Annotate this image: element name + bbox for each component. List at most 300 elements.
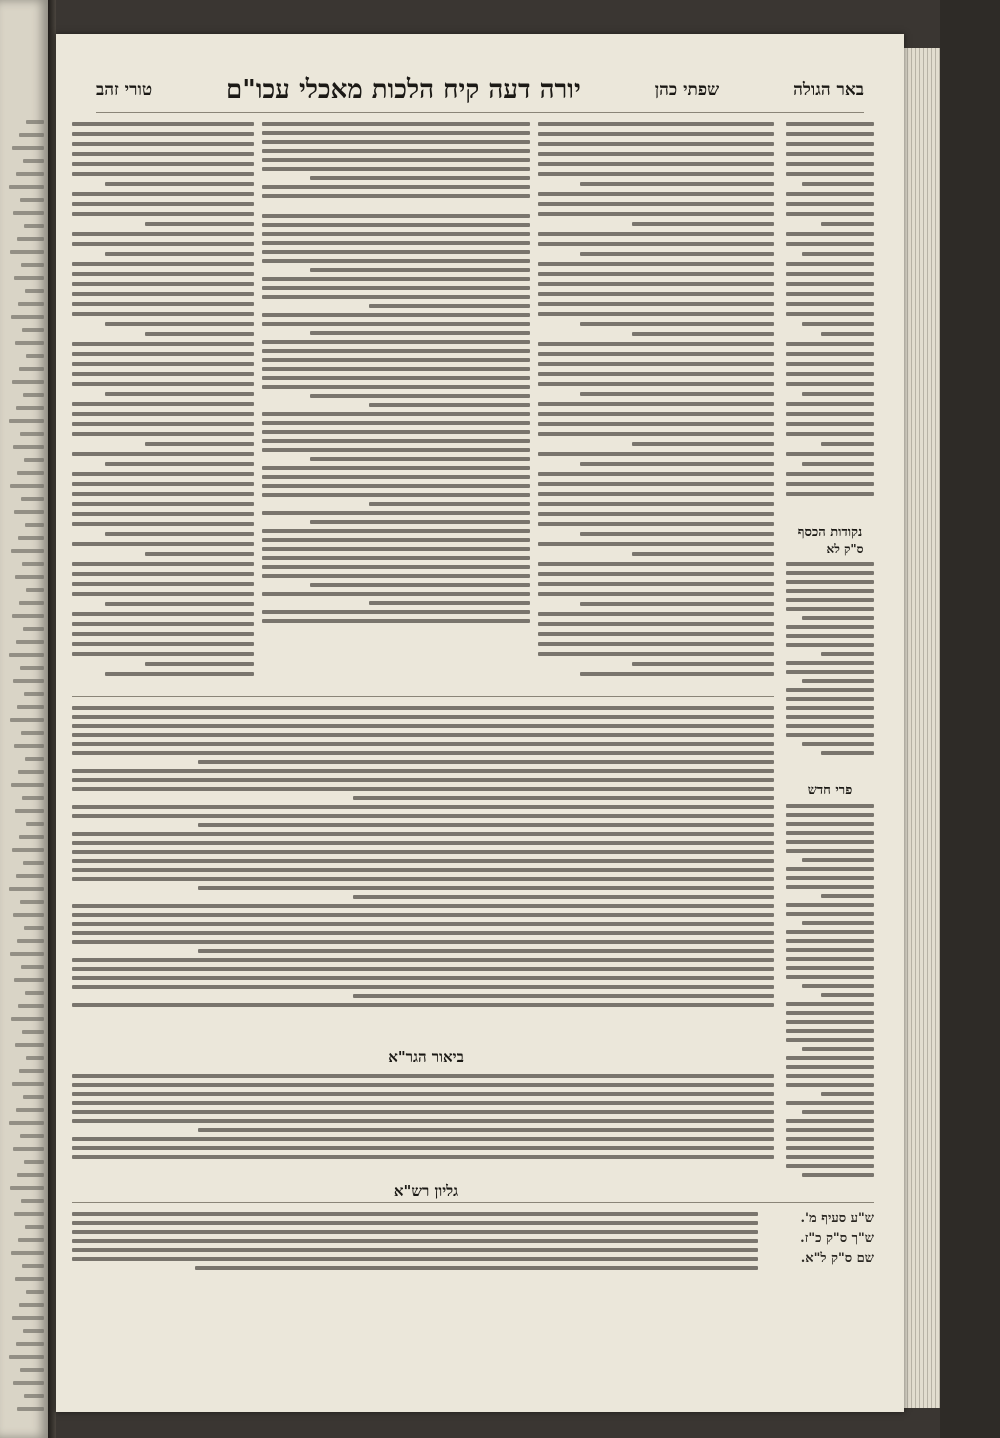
left-page-line xyxy=(26,1290,44,1294)
text-line xyxy=(72,122,254,126)
text-line xyxy=(262,376,530,380)
nekudot-column xyxy=(786,562,874,760)
left-page-line xyxy=(17,939,44,943)
text-line xyxy=(538,162,774,166)
text-line xyxy=(72,402,254,406)
left-page-line xyxy=(12,380,44,384)
text-line xyxy=(786,840,874,844)
left-page-line xyxy=(12,146,44,150)
text-line xyxy=(72,612,254,616)
text-line xyxy=(786,1128,874,1132)
left-page-line xyxy=(15,1043,44,1047)
text-line xyxy=(262,185,530,189)
text-line xyxy=(72,769,774,773)
text-line xyxy=(262,313,530,317)
text-line xyxy=(72,362,254,366)
left-page-line xyxy=(10,484,44,488)
text-line xyxy=(145,222,254,226)
text-line xyxy=(72,976,774,980)
text-line xyxy=(262,241,530,245)
text-line xyxy=(369,403,530,407)
text-line xyxy=(786,670,874,674)
lower-commentary xyxy=(72,706,774,1012)
left-page-line xyxy=(10,952,44,956)
text-line xyxy=(786,1029,874,1033)
text-line xyxy=(802,921,874,925)
text-line xyxy=(105,462,254,466)
left-page-line xyxy=(22,1264,44,1268)
left-page-line xyxy=(18,302,44,306)
text-line xyxy=(821,222,874,226)
page-header xyxy=(96,68,864,113)
text-line xyxy=(786,1038,874,1042)
left-page-line xyxy=(22,328,44,332)
text-line xyxy=(72,342,254,346)
text-line xyxy=(262,295,530,299)
text-line xyxy=(786,562,874,566)
text-line xyxy=(310,331,530,335)
text-line xyxy=(262,556,530,560)
text-line xyxy=(310,268,530,272)
text-line xyxy=(262,466,530,470)
biur-hagra-heading: ביאור הגר"א xyxy=(388,1048,464,1066)
text-line xyxy=(262,277,530,281)
left-page-line xyxy=(18,1238,44,1242)
text-line xyxy=(72,877,774,881)
text-line xyxy=(105,322,254,326)
text-line xyxy=(786,706,874,710)
text-line xyxy=(786,1164,874,1168)
text-line xyxy=(538,512,774,516)
left-page-line xyxy=(16,172,44,176)
shulchan-aruch-text xyxy=(262,214,530,628)
text-line xyxy=(802,679,874,683)
left-page-line xyxy=(16,1342,44,1346)
text-line xyxy=(786,1065,874,1069)
text-line xyxy=(72,492,254,496)
gilyon-ref-1: ש"ע סעיף מ'. xyxy=(800,1211,874,1226)
text-line xyxy=(538,502,774,506)
text-line xyxy=(369,601,530,605)
text-line xyxy=(198,1128,774,1132)
text-line xyxy=(72,1074,774,1078)
left-page-line xyxy=(20,198,44,202)
text-line xyxy=(262,149,530,153)
text-line xyxy=(786,831,874,835)
text-line xyxy=(786,715,874,719)
text-line xyxy=(802,182,874,186)
left-page-line xyxy=(18,1004,44,1008)
left-page-line xyxy=(21,497,44,501)
text-line xyxy=(786,352,874,356)
text-line xyxy=(262,322,530,326)
left-page-line xyxy=(23,627,44,631)
text-line xyxy=(802,984,874,988)
text-line xyxy=(821,442,874,446)
text-line xyxy=(72,292,254,296)
text-line xyxy=(72,904,774,908)
text-line xyxy=(538,262,774,266)
text-line xyxy=(72,512,254,516)
sak-la-label: ס"ק לא xyxy=(826,542,864,556)
text-line xyxy=(786,589,874,593)
text-line xyxy=(262,232,530,236)
text-line xyxy=(262,140,530,144)
left-page-line xyxy=(14,978,44,982)
text-line xyxy=(786,342,874,346)
left-page-line xyxy=(25,991,44,995)
text-line xyxy=(262,412,530,416)
left-page-line xyxy=(21,965,44,969)
text-line xyxy=(310,583,530,587)
text-line xyxy=(72,1146,774,1150)
text-line xyxy=(72,422,254,426)
text-line xyxy=(72,1003,774,1007)
divider-lower xyxy=(72,696,774,697)
text-line xyxy=(72,622,254,626)
text-line xyxy=(262,547,530,551)
text-line xyxy=(538,632,774,636)
left-page-line xyxy=(18,536,44,540)
text-line xyxy=(262,122,530,126)
left-page-line xyxy=(17,705,44,709)
nekudot-heading: נקודות הכסף xyxy=(797,525,863,540)
text-line xyxy=(262,565,530,569)
text-line xyxy=(105,252,254,256)
text-line xyxy=(72,1248,758,1252)
text-line xyxy=(198,823,774,827)
text-line xyxy=(72,482,254,486)
text-line xyxy=(538,522,774,526)
text-line xyxy=(802,858,874,862)
left-page-line xyxy=(15,341,44,345)
text-line xyxy=(786,903,874,907)
text-line xyxy=(72,232,254,236)
left-page-line xyxy=(16,874,44,878)
text-line xyxy=(786,1119,874,1123)
text-line xyxy=(72,715,774,719)
left-page-line xyxy=(24,224,44,228)
text-line xyxy=(538,192,774,196)
text-line xyxy=(786,813,874,817)
text-line xyxy=(786,152,874,156)
text-line xyxy=(72,1119,774,1123)
left-page-line xyxy=(19,133,44,137)
text-line xyxy=(262,538,530,542)
text-line xyxy=(72,542,254,546)
page-edges xyxy=(900,48,940,1408)
text-line xyxy=(821,894,874,898)
left-page-line xyxy=(25,1225,44,1229)
left-page-line xyxy=(24,692,44,696)
pri-chadash-heading: פרי חדש xyxy=(807,783,853,798)
text-line xyxy=(786,1002,874,1006)
left-page-line xyxy=(9,1355,44,1359)
text-line xyxy=(786,625,874,629)
text-line xyxy=(538,202,774,206)
text-line xyxy=(262,214,530,218)
left-page-line xyxy=(11,1251,44,1255)
text-line xyxy=(538,292,774,296)
text-line xyxy=(72,212,254,216)
left-page-line xyxy=(13,679,44,683)
left-page-line xyxy=(14,510,44,514)
text-line xyxy=(72,1155,774,1159)
text-line xyxy=(145,662,254,666)
text-line xyxy=(786,867,874,871)
text-line xyxy=(262,385,530,389)
text-line xyxy=(72,282,254,286)
text-line xyxy=(786,272,874,276)
left-page-line xyxy=(12,1316,44,1320)
left-page-line xyxy=(15,575,44,579)
left-page-line xyxy=(13,211,44,215)
text-line xyxy=(786,162,874,166)
left-page-line xyxy=(12,1082,44,1086)
text-line xyxy=(72,1221,758,1225)
text-line xyxy=(72,1101,774,1105)
text-line xyxy=(72,1092,774,1096)
text-line xyxy=(72,940,774,944)
left-page-line xyxy=(20,666,44,670)
text-line xyxy=(786,492,874,496)
text-line xyxy=(198,886,774,890)
text-line xyxy=(72,1239,758,1243)
left-page-line xyxy=(15,1277,44,1281)
left-page-line xyxy=(25,757,44,761)
text-line xyxy=(262,529,530,533)
text-line xyxy=(786,302,874,306)
pri-chadash-column xyxy=(786,804,874,1182)
header-main-title: יורה דעה קיח הלכות מאכלי עכו"ם xyxy=(226,75,581,105)
gilyon-heading: גליון רש"א xyxy=(393,1182,459,1200)
text-line xyxy=(786,571,874,575)
text-line xyxy=(72,562,254,566)
text-line xyxy=(786,966,874,970)
text-line xyxy=(802,252,874,256)
left-page-line xyxy=(10,1186,44,1190)
left-page-line xyxy=(20,1368,44,1372)
text-line xyxy=(786,661,874,665)
text-line xyxy=(632,442,774,446)
text-line xyxy=(786,634,874,638)
text-line xyxy=(538,272,774,276)
text-line xyxy=(310,394,530,398)
text-line xyxy=(786,1020,874,1024)
text-line xyxy=(262,286,530,290)
text-line xyxy=(821,751,874,755)
text-line xyxy=(262,574,530,578)
text-line xyxy=(262,439,530,443)
text-line xyxy=(538,542,774,546)
left-page-line xyxy=(10,250,44,254)
text-line xyxy=(262,421,530,425)
left-page-line xyxy=(17,1407,44,1411)
text-line xyxy=(72,1230,758,1234)
left-page-line xyxy=(23,1329,44,1333)
text-line xyxy=(580,322,774,326)
text-line xyxy=(632,222,774,226)
text-line xyxy=(262,340,530,344)
left-page-line xyxy=(24,458,44,462)
text-line xyxy=(262,448,530,452)
taz-top-continuation xyxy=(262,122,530,203)
header-right-title: באר הגולה xyxy=(793,80,864,100)
text-line xyxy=(786,580,874,584)
text-line xyxy=(72,1212,758,1216)
left-page-line xyxy=(14,744,44,748)
left-page-line xyxy=(14,276,44,280)
left-page-line xyxy=(12,848,44,852)
left-page-line xyxy=(10,718,44,722)
text-line xyxy=(262,367,530,371)
left-page-line xyxy=(11,315,44,319)
text-line xyxy=(632,662,774,666)
left-page-line xyxy=(23,393,44,397)
text-line xyxy=(786,172,874,176)
text-line xyxy=(72,733,774,737)
left-page-line xyxy=(9,1121,44,1125)
text-line xyxy=(262,511,530,515)
text-line xyxy=(538,472,774,476)
left-page-line xyxy=(22,796,44,800)
text-line xyxy=(786,697,874,701)
text-line xyxy=(802,392,874,396)
text-line xyxy=(538,362,774,366)
left-page-line xyxy=(16,406,44,410)
text-line xyxy=(105,532,254,536)
left-facing-page xyxy=(0,0,48,1438)
text-line xyxy=(72,652,254,656)
text-line xyxy=(538,422,774,426)
text-line xyxy=(72,142,254,146)
text-line xyxy=(538,372,774,376)
text-line xyxy=(538,312,774,316)
left-page-line xyxy=(19,835,44,839)
text-line xyxy=(72,1110,774,1114)
left-page-line xyxy=(20,900,44,904)
shach-commentary xyxy=(538,122,774,682)
background-strip xyxy=(940,0,1000,1438)
text-line xyxy=(72,742,774,746)
left-page-line xyxy=(17,1173,44,1177)
text-line xyxy=(786,688,874,692)
text-line xyxy=(786,939,874,943)
text-line xyxy=(821,332,874,336)
text-line xyxy=(538,232,774,236)
text-line xyxy=(786,282,874,286)
text-line xyxy=(538,152,774,156)
left-page-line xyxy=(11,783,44,787)
left-page-line xyxy=(17,471,44,475)
text-line xyxy=(72,832,774,836)
text-line xyxy=(262,592,530,596)
text-line xyxy=(786,643,874,647)
text-line xyxy=(72,242,254,246)
text-line xyxy=(786,372,874,376)
text-line xyxy=(786,472,874,476)
left-page-line xyxy=(24,926,44,930)
text-line xyxy=(538,352,774,356)
text-line xyxy=(821,993,874,997)
text-line xyxy=(105,672,254,676)
text-line xyxy=(786,142,874,146)
text-line xyxy=(821,1092,874,1096)
left-page-line xyxy=(25,289,44,293)
text-line xyxy=(786,292,874,296)
text-line xyxy=(786,912,874,916)
text-line xyxy=(72,152,254,156)
text-line xyxy=(72,1083,774,1087)
text-line xyxy=(72,372,254,376)
text-line xyxy=(802,1110,874,1114)
header-left-title: טורי זהב xyxy=(96,80,153,100)
text-line xyxy=(786,202,874,206)
left-page-line xyxy=(21,1199,44,1203)
text-line xyxy=(72,302,254,306)
text-line xyxy=(538,242,774,246)
text-line xyxy=(72,778,774,782)
left-page-line xyxy=(26,354,44,358)
text-line xyxy=(72,958,774,962)
text-line xyxy=(538,382,774,386)
text-line xyxy=(786,948,874,952)
text-line xyxy=(353,895,774,899)
text-line xyxy=(538,132,774,136)
text-line xyxy=(538,582,774,586)
text-line xyxy=(72,162,254,166)
left-page-line xyxy=(21,263,44,267)
text-line xyxy=(72,382,254,386)
text-line xyxy=(786,382,874,386)
text-line xyxy=(786,1155,874,1159)
text-line xyxy=(786,132,874,136)
text-line xyxy=(105,182,254,186)
text-line xyxy=(580,182,774,186)
text-line xyxy=(786,1056,874,1060)
text-line xyxy=(802,1173,874,1177)
text-line xyxy=(580,252,774,256)
text-line xyxy=(72,262,254,266)
text-line xyxy=(786,422,874,426)
text-line xyxy=(538,412,774,416)
left-page-line xyxy=(26,120,44,124)
text-line xyxy=(786,482,874,486)
text-line xyxy=(262,250,530,254)
gilyon-ref-3: שם ס"ק ל"א. xyxy=(800,1251,874,1266)
text-line xyxy=(786,192,874,196)
text-line xyxy=(72,922,774,926)
text-line xyxy=(72,868,774,872)
text-line xyxy=(72,592,254,596)
text-line xyxy=(786,432,874,436)
text-line xyxy=(580,462,774,466)
left-page-line xyxy=(13,1381,44,1385)
text-line xyxy=(786,885,874,889)
text-line xyxy=(72,724,774,728)
text-line xyxy=(145,552,254,556)
text-line xyxy=(786,957,874,961)
text-line xyxy=(72,522,254,526)
left-page-line xyxy=(15,809,44,813)
text-line xyxy=(72,272,254,276)
text-line xyxy=(310,457,530,461)
text-line xyxy=(262,131,530,135)
text-line xyxy=(786,607,874,611)
text-line xyxy=(538,302,774,306)
text-line xyxy=(821,652,874,656)
text-line xyxy=(786,733,874,737)
